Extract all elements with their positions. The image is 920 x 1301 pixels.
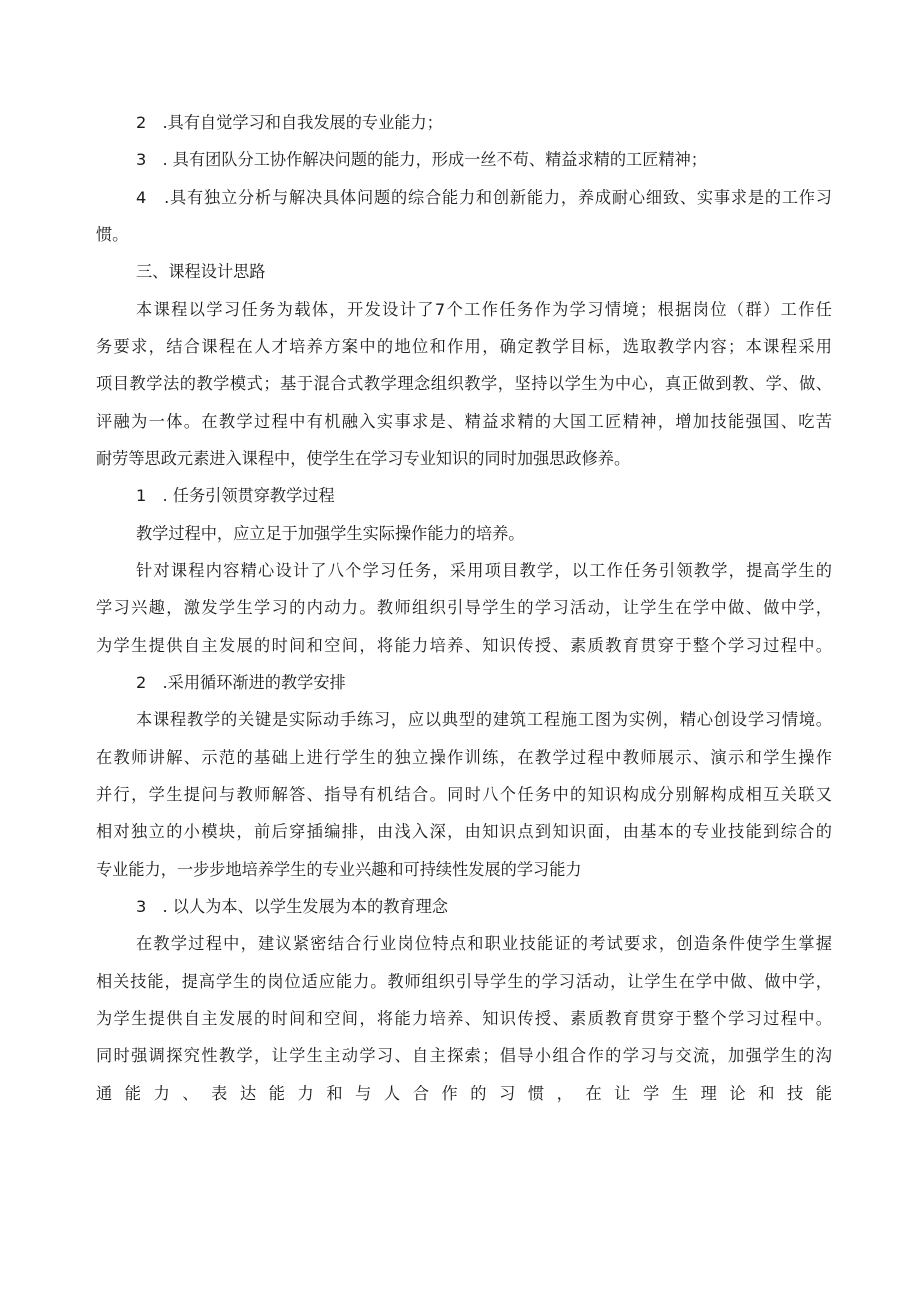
text-line: 2 .具有自觉学习和自我发展的专业能力；: [136, 113, 443, 132]
text-line: 惯。: [96, 225, 129, 244]
text-line: 为学生提供自主发展的时间和空间，将能力培养、知识传授、素质教育贯穿于整个学习过程中。: [96, 1009, 832, 1028]
text-line: 本课程教学的关键是实际动手练习，应以典型的建筑工程施工图为实例，精心创设学习情境。: [136, 710, 832, 729]
text-line: 评融为一体。在教学过程中有机融入实事求是、精益求精的大国工匠精神，增加技能强国、吃苦: [96, 412, 832, 431]
text-line: 教学过程中，应立足于加强学生实际操作能力的培养。: [136, 524, 525, 543]
text-line: 耐劳等思政元素进入课程中，使学生在学习专业知识的同时加强思政修养。: [96, 449, 631, 468]
text-line: 同时强调探究性教学，让学生主动学习、自主探索；倡导小组合作的学习与交流，加强学生的沟: [96, 1046, 832, 1065]
section-heading: 三、课程设计思路: [136, 262, 266, 281]
text-line: 在教师讲解、示范的基础上进行学生的独立操作训练，在教学过程中教师展示、演示和学生操作: [96, 748, 832, 767]
text-line: 务要求，结合课程在人才培养方案中的地位和作用，确定教学目标，选取教学内容；本课程采用: [96, 337, 832, 356]
text-line: 为学生提供自主发展的时间和空间，将能力培养、知识传授、素质教育贯穿于整个学习过程中。: [96, 636, 832, 655]
subheading: 2 .采用循环渐进的教学安排: [136, 673, 346, 692]
subheading: 1 . 任务引领贯穿教学过程: [136, 486, 335, 505]
text-line: 相对独立的小模块，前后穿插编排，由浅入深，由知识点到知识面，由基本的专业技能到综合的: [96, 822, 832, 841]
text-line: 本课程以学习任务为载体，开发设计了7个工作任务作为学习情境；根据岗位（群）工作任: [136, 300, 832, 319]
text-line: 通能力、表达能力和与人合作的习惯，在让学生理论和技能: [96, 1084, 832, 1103]
text-line: 项目教学法的教学模式；基于混合式教学理念组织教学，坚持以学生为中心，真正做到教、学、做、: [96, 374, 832, 393]
text-line: 相关技能，提高学生的岗位适应能力。教师组织引导学生的学习活动，让学生在学中做、做中学，: [96, 972, 832, 991]
text-line: 在教学过程中，建议紧密结合行业岗位特点和职业技能证的考试要求，创造条件使学生掌握: [136, 934, 832, 953]
text-line: 专业能力，一步步地培养学生的专业兴趣和可持续性发展的学习能力: [96, 860, 582, 879]
text-line: 针对课程内容精心设计了八个学习任务，采用项目教学，以工作任务引领教学，提高学生的: [136, 561, 832, 580]
text-line: 学习兴趣，激发学生学习的内动力。教师组织引导学生的学习活动，让学生在学中做、做中学，: [96, 598, 832, 617]
text-line: 3 . 具有团队分工协作解决问题的能力，形成一丝不苟、精益求精的工匠精神；: [136, 150, 707, 169]
text-line: 4 .具有独立分析与解决具体问题的综合能力和创新能力，养成耐心细致、实事求是的工作习: [136, 188, 832, 207]
subheading: 3 . 以人为本、以学生发展为本的教育理念: [136, 897, 448, 916]
text-line: 并行，学生提问与教师解答、指导有机结合。同时八个任务中的知识构成分别解构成相互关联又: [96, 785, 832, 804]
